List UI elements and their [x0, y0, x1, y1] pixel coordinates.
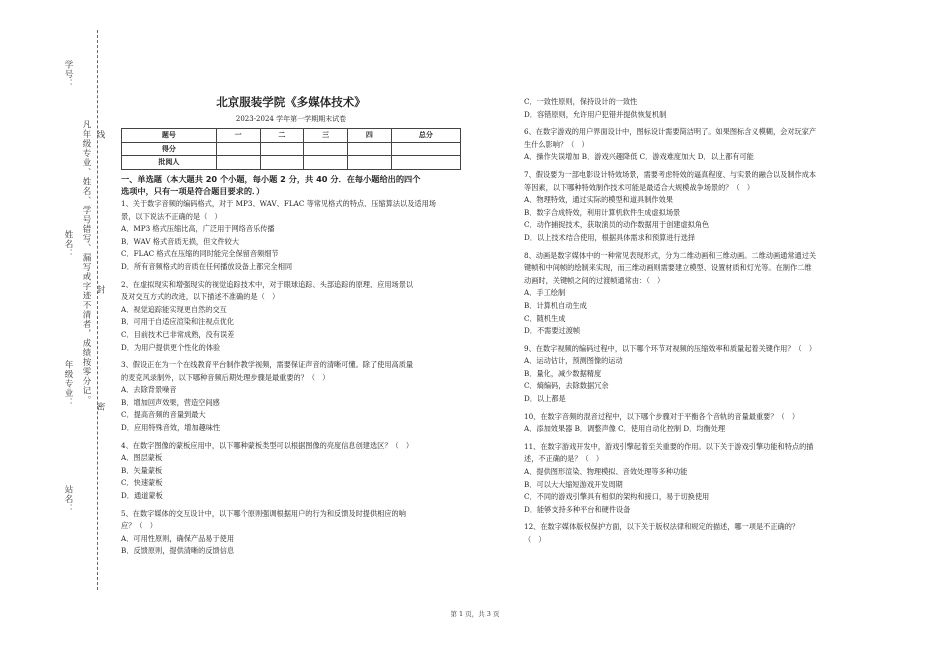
answer-option[interactable]: C．动作捕捉技术，获取演员的动作数据用于创建虚拟角色 — [524, 220, 710, 230]
question-text: 动画时，关键帧之间的过渡帧通常由：（ ） — [524, 275, 665, 285]
grader-cell[interactable] — [304, 156, 348, 170]
question-block — [121, 359, 461, 435]
question-block — [524, 441, 864, 517]
seal-mi: 密 — [95, 402, 105, 412]
answer-option[interactable]: B．反馈原则，提供清晰的反馈信息 — [121, 546, 235, 556]
binding-dashed-line — [97, 30, 98, 590]
exam-subtitle: 2023-2024 学年第一学期期末试卷 — [235, 114, 347, 123]
question-text: 9、在数字视频的编码过程中，以下哪个环节对视频的压缩效率和质量起着关键作用？（ ） — [524, 343, 817, 353]
answer-option[interactable]: D．以上都是 — [524, 394, 566, 404]
answer-option[interactable]: B．增加回声效果，营造空间感 — [121, 397, 220, 407]
answer-option[interactable]: C．目前技术已非常成熟，没有误差 — [121, 329, 235, 339]
question-block — [524, 126, 864, 164]
answer-option[interactable]: D．能够支持多种平台和硬件设备 — [524, 504, 631, 514]
score-row — [122, 142, 461, 156]
answer-option[interactable]: B．计算机自动生成 — [524, 300, 587, 310]
answer-option[interactable]: A．添加效果器 B．调整声像 C．使用自动化控制 D．均衡处理 — [524, 424, 726, 434]
student-id-label: 学号： — [63, 60, 73, 89]
answer-option[interactable]: A．手工绘制 — [524, 288, 566, 298]
grader-cell[interactable] — [391, 156, 460, 170]
score-cell[interactable] — [304, 142, 348, 156]
score-cell[interactable] — [260, 142, 304, 156]
answer-option[interactable]: B．WAV 格式音质无损，但文件较大 — [121, 236, 240, 246]
answer-option[interactable]: A．MP3 格式压缩比高，广泛用于网络音乐传播 — [121, 224, 275, 234]
school-label: 站名： — [63, 485, 73, 514]
grader-cell[interactable] — [216, 156, 260, 170]
left-questions — [121, 198, 461, 558]
question-block — [524, 521, 864, 546]
question-text: 应？（ ） — [121, 521, 157, 531]
question-text: 8、动画是数字媒体中的一种常见表现形式，分为二维动画和三维动画。二维动画通常通过关 — [524, 250, 817, 260]
answer-option[interactable]: D．以上技术结合使用，根据具体需求和预算进行选择 — [524, 232, 696, 242]
grader-cell[interactable] — [347, 156, 391, 170]
answer-option[interactable]: A．操作失误增加 B．游戏兴趣降低 C．游戏难度加大 D．以上都有可能 — [524, 152, 754, 162]
question-text: 1、关于数字音频的编码格式，对于 MP3、WAV、FLAC 等常见格式的特点、压缩算法以及适用场 — [121, 198, 436, 208]
score-row-label: 得分 — [122, 142, 217, 156]
question-block — [524, 411, 864, 436]
answer-option[interactable]: C．熵编码，去除数据冗余 — [524, 381, 609, 391]
question-text: 述，不正确的是？（ ） — [524, 454, 604, 464]
answer-option[interactable]: C．随机生成 — [524, 313, 566, 323]
grader-row-label: 批阅人 — [122, 156, 217, 170]
answer-option[interactable]: A．图层蒙板 — [121, 453, 163, 463]
score-header-cell: 三 — [304, 129, 348, 143]
question-text: 11、在数字游戏开发中，游戏引擎起着至关重要的作用。以下关于游戏引擎功能和特点的描 — [524, 441, 814, 451]
question-text: 4、在数字图像的蒙板应用中，以下哪种蒙板类型可以根据图像的亮度信息创建选区？（ ） — [121, 440, 414, 450]
section-heading-line: 一、单选题（本大题共 20 个小题，每小题 2 分，共 40 分．在每小题给出的四个 — [121, 173, 421, 184]
answer-option[interactable]: A．物理特效，通过实际的模型和道具制作效果 — [524, 195, 673, 205]
question-block — [121, 279, 461, 355]
score-header-cell: 一 — [216, 129, 260, 143]
answer-option[interactable]: B．量化，减少数据精度 — [524, 368, 602, 378]
score-header-cell: 二 — [260, 129, 304, 143]
question-block — [121, 440, 461, 503]
question-block — [524, 250, 864, 338]
exam-title: 北京服装学院《多媒体技术》 — [216, 95, 366, 109]
question-text: 生什么影响？（ ） — [524, 139, 589, 149]
name-label: 姓名： — [63, 230, 73, 259]
right-column — [524, 96, 864, 547]
grader-row — [122, 156, 461, 170]
score-table — [121, 128, 461, 170]
binding-margin — [60, 30, 105, 590]
answer-option[interactable]: D．容错原则，允许用户犯错并提供恢复机制 — [524, 109, 667, 119]
score-cell[interactable] — [216, 142, 260, 156]
answer-option[interactable]: A．运动估计，预测图像的运动 — [524, 356, 623, 366]
score-cell[interactable] — [391, 142, 460, 156]
section-heading-line: 选项中，只有一项是符合题目要求的．） — [121, 185, 265, 196]
answer-option[interactable]: D．所有音频格式的音质在任何播放设备上都完全相同 — [121, 261, 293, 271]
section-heading — [121, 173, 461, 197]
question-text: （ ） — [524, 535, 546, 544]
answer-option[interactable]: C．FLAC 格式在压缩的同时能完全保留音频细节 — [121, 249, 279, 259]
seal-feng: 封 — [95, 285, 105, 295]
question-block — [524, 96, 864, 121]
question-block — [524, 343, 864, 406]
answer-option[interactable]: A．提供图形渲染、物理模拟、音效处理等多种功能 — [524, 467, 688, 477]
question-text: 3、假设正在为一个在线教育平台制作教学视频，需要保证声音的清晰可懂。除了使用高质量 — [121, 360, 414, 370]
question-text: 的麦克风录制外，以下哪种音频后期处理步骤是最重要的？（ ） — [121, 372, 330, 382]
question-block — [121, 198, 461, 274]
question-text: 10、在数字音频的混音过程中，以下哪个步骤对于平衡各个音轨的音量最重要？（ ） — [524, 411, 800, 421]
answer-option[interactable]: A．视觉追踪能实现更自然的交互 — [121, 304, 227, 314]
question-text: 等因素，以下哪种特效制作技术可能是最适合大规模战争场景的？（ ） — [524, 182, 755, 192]
question-block — [121, 508, 461, 558]
question-text: 12、在数字媒体版权保护方面，以下关于版权法律和规定的描述，哪一项是不正确的？ — [524, 522, 800, 532]
grader-cell[interactable] — [260, 156, 304, 170]
question-block — [524, 169, 864, 245]
grade-major-label: 年级专业： — [63, 360, 73, 408]
score-header-cell: 题号 — [122, 129, 217, 143]
answer-option[interactable]: C．一致性原则，保持设计的一致性 — [524, 97, 638, 106]
answer-option[interactable]: A．去除背景噪音 — [121, 385, 177, 395]
question-text: 及对交互方式的改进，以下描述不准确的是（ ） — [121, 292, 280, 302]
question-text: 5、在数字媒体的交互设计中，以下哪个原则强调根据用户的行为和反馈及时提供相应的响 — [121, 508, 406, 518]
left-column — [121, 96, 461, 558]
answer-option[interactable]: D．通道蒙板 — [121, 491, 163, 501]
right-questions — [524, 96, 864, 547]
answer-option[interactable]: B．可用于自适应渲染和注视点优化 — [121, 317, 235, 327]
answer-option[interactable]: B．矢量蒙板 — [121, 465, 163, 475]
score-header-cell: 总分 — [391, 129, 460, 143]
score-table-header-row — [122, 129, 461, 143]
score-header-cell: 四 — [347, 129, 391, 143]
answer-option[interactable]: D．为用户提供更个性化的体验 — [121, 342, 221, 352]
score-cell[interactable] — [347, 142, 391, 156]
answer-option[interactable]: D．应用特殊音效，增加趣味性 — [121, 423, 221, 433]
answer-option[interactable]: A．可用性原则，确保产品易于使用 — [121, 533, 235, 543]
binding-notice: 凡年级专业、姓名、学号错写、漏写或字迹不清者，成绩按零分记。 — [81, 120, 91, 405]
answer-option[interactable]: B．可以大大缩短游戏开发周期 — [524, 479, 623, 489]
page-footer: 第 1 页，共 3 页 — [450, 610, 500, 618]
answer-option[interactable]: C．提高音频的音量到最大 — [121, 410, 206, 420]
answer-option[interactable]: C．快速蒙板 — [121, 478, 163, 488]
question-text: 7、假设要为一部电影设计特效场景，需要考虑特效的逼真程度、与实景的融合以及制作成本 — [524, 169, 817, 179]
question-text: 2、在虚拟现实和增强现实的视觉追踪技术中，对于眼球追踪、头部追踪的原理、应用场景以 — [121, 279, 414, 289]
seal-xian: 线 — [95, 130, 105, 140]
answer-option[interactable]: B．数字合成特效，利用计算机软件生成虚拟场景 — [524, 207, 681, 217]
question-text: 键帧和中间帧的绘制来实现，而三维动画则需要建立模型、设置材质和灯光等。在制作二维 — [524, 263, 812, 273]
answer-option[interactable]: C．不同的游戏引擎具有相似的架构和接口，易于切换使用 — [524, 492, 710, 502]
question-text: 6、在数字游戏的用户界面设计中，图标设计需要简洁明了。如果图标含义模糊，会对玩家产 — [524, 127, 817, 137]
answer-option[interactable]: D．不需要过渡帧 — [524, 326, 581, 336]
question-text: 景，以下说法不正确的是（ ） — [121, 211, 222, 221]
